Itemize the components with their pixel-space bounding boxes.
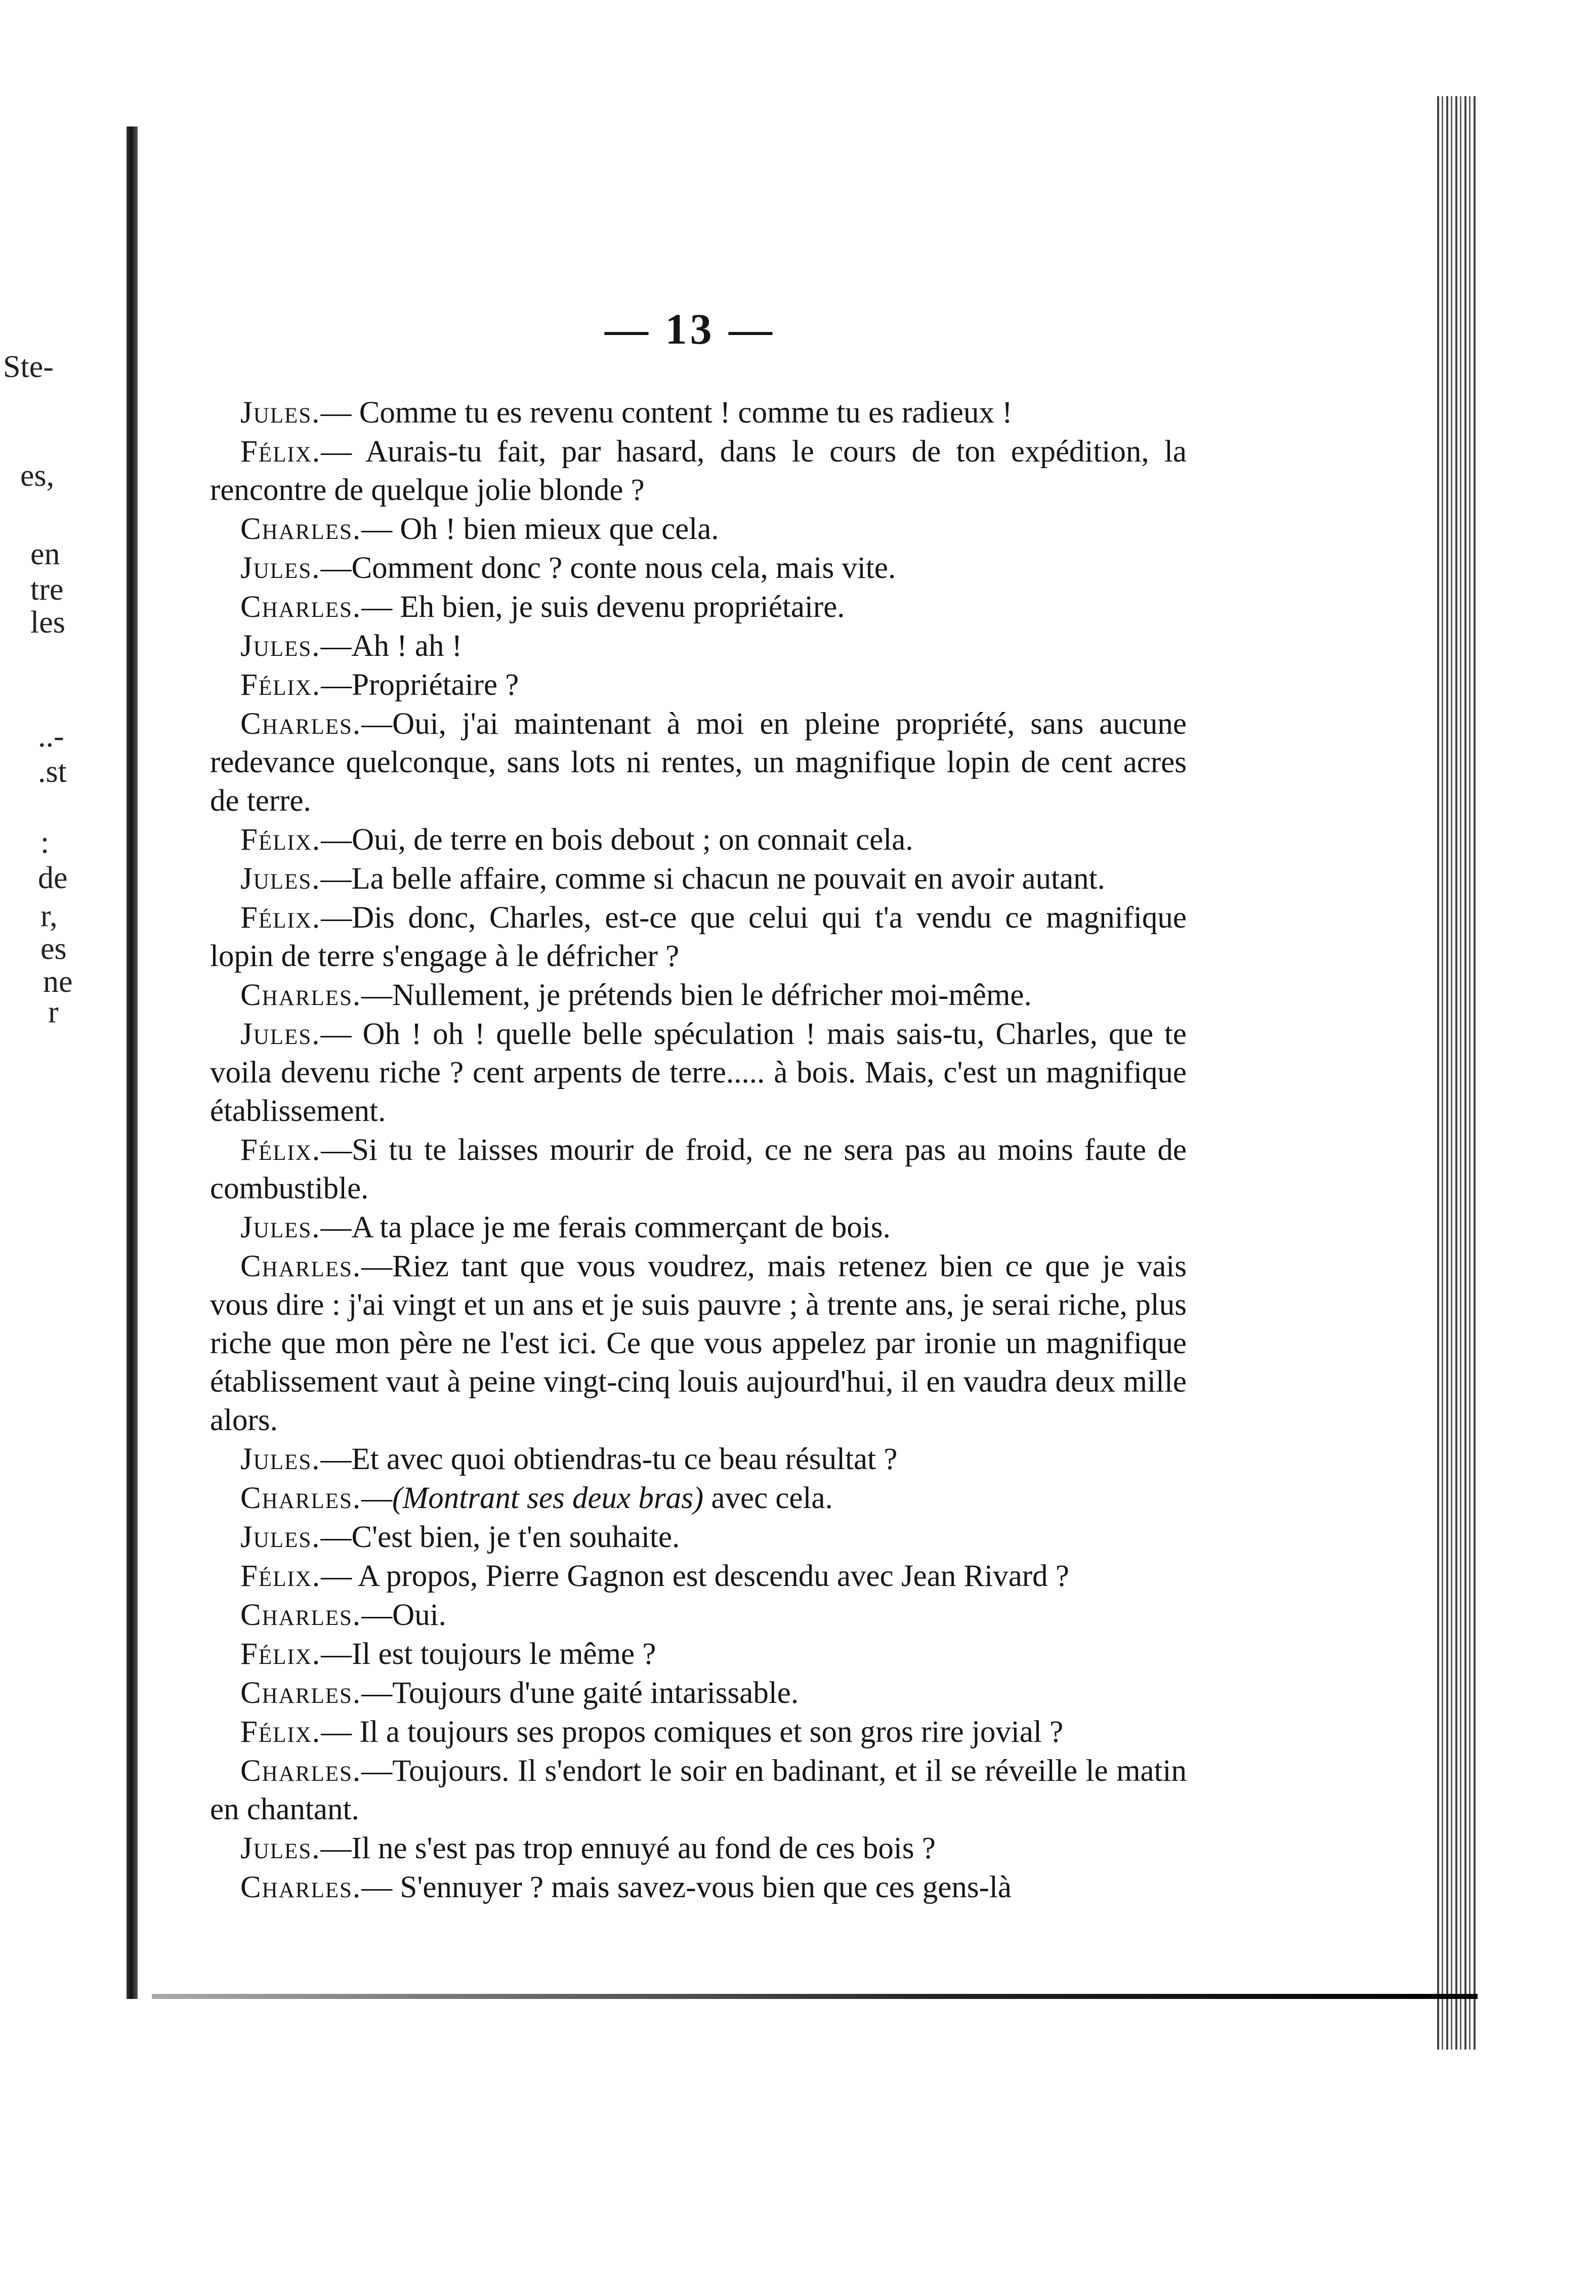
margin-fragment: les [30, 605, 65, 640]
dialogue-line [210, 1713, 1187, 1751]
speech-text: —Ah ! ah ! [320, 629, 463, 663]
speaker-name: Félix. [240, 1133, 321, 1167]
dialogue-line [210, 1440, 1187, 1479]
margin-fragment: es [40, 932, 67, 966]
margin-fragment: : [40, 825, 50, 860]
speech-text: —C'est bien, je t'en souhaite. [320, 1520, 680, 1554]
speaker-name: Jules. [240, 629, 321, 663]
margin-fragment: de [38, 861, 68, 895]
speech-text: —Toujours. Il s'endort le soir en badinant, et il se réveille le matin en chantant. [210, 1754, 1187, 1826]
speech-text: — Oh ! bien mieux que cela. [361, 512, 719, 546]
margin-fragment: .st [38, 755, 67, 789]
dialogue-line [210, 899, 1187, 976]
speech-text: —Oui. [361, 1598, 446, 1632]
margin-fragment: r, [40, 899, 58, 933]
margin-fragment: ..- [38, 719, 64, 754]
speaker-name: Charles. [240, 1249, 362, 1283]
binding-shadow [127, 127, 138, 1999]
speaker-name: Charles. [240, 1754, 362, 1788]
margin-fragment: ne [43, 965, 73, 999]
speech-text: —Toujours d'une gaité intarissable. [361, 1676, 799, 1710]
speech-text-continued: avec cela. [703, 1481, 833, 1515]
dialogue-line [210, 860, 1187, 898]
speaker-name: Jules. [240, 396, 321, 430]
speaker-name: Félix. [240, 1715, 321, 1749]
speech-text: —La belle affaire, comme si chacun ne pouvait en avoir autant. [320, 862, 1105, 896]
stage-direction: (Montrant ses deux bras) [392, 1481, 704, 1515]
dialogue-line [210, 1829, 1187, 1868]
speech-text: —A ta place je me ferais commerçant de bois. [320, 1210, 891, 1244]
margin-fragment: r [48, 995, 59, 1029]
speech-text: —Et avec quoi obtiendras-tu ce beau résultat ? [320, 1442, 898, 1476]
speech-text: —Dis donc, Charles, est-ce que celui qui t'a vendu ce magnifique lopin de terre s'engage à le défricher ? [210, 901, 1187, 973]
speaker-name: Félix. [240, 1637, 321, 1671]
speaker-name: Charles. [240, 1676, 362, 1710]
dialogue-line [210, 1518, 1187, 1557]
speech-text: — A propos, Pierre Gagnon est descendu avec Jean Rivard ? [321, 1559, 1069, 1593]
margin-fragment: es, [20, 458, 55, 493]
speaker-name: Jules. [240, 1442, 321, 1476]
speaker-name: Félix. [240, 823, 321, 857]
speech-text: —Il est toujours le même ? [321, 1637, 656, 1671]
dialogue-line [210, 976, 1187, 1015]
margin-fragment: tre [30, 572, 64, 607]
speech-text: —Riez tant que vous voudrez, mais retenez bien ce que je vais vous dire : j'ai vingt et un ans et je suis pauvre ; à trente ans, je serai riche, plus riche que mon père ne l'est ici. Ce que vous appelez par ironie un magnifique établissement vaut à peine vingt-cinq louis aujourd'hui, il en vaudra deux mille alors. [210, 1249, 1187, 1437]
speech-text: —Nullement, je prétends bien le défricher moi-même. [361, 978, 1032, 1012]
dialogue-line [210, 588, 1187, 627]
dialogue-line [210, 1557, 1187, 1596]
speaker-name: Charles. [240, 707, 362, 741]
speech-text: —Comment donc ? conte nous cela, mais vite. [320, 551, 896, 585]
dialogue-line [210, 705, 1187, 820]
speech-text: — S'ennuyer ? mais savez-vous bien que ces gens-là [361, 1870, 1012, 1904]
dialogue-line [210, 1479, 1187, 1518]
dialogue-line [210, 394, 1187, 432]
speech-text: —Oui, j'ai maintenant à moi en pleine propriété, sans aucune redevance quelconque, sans lots ni rentes, un magnifique lopin de cent acres de terre. [210, 707, 1187, 818]
margin-fragment: en [30, 537, 60, 571]
dialogue-line [210, 1635, 1187, 1674]
dialogue-line [210, 549, 1187, 588]
speaker-name: Jules. [240, 1017, 321, 1051]
dialogue-text [210, 394, 1187, 1907]
page-number: — 13 — [605, 305, 775, 353]
speech-text: — Il a toujours ses propos comiques et son gros rire jovial ? [321, 1715, 1064, 1749]
speaker-name: Félix. [240, 435, 321, 469]
dialogue-line [210, 666, 1187, 704]
speech-text: — Comme tu es revenu content ! comme tu es radieux ! [320, 396, 1013, 430]
speaker-name: Jules. [240, 1831, 321, 1865]
dialogue-line [210, 1868, 1187, 1907]
speech-text: —Si tu te laisses mourir de froid, ce ne sera pas au moins faute de combustible. [210, 1133, 1187, 1205]
margin-fragment: Ste- [3, 350, 54, 384]
page-bottom-edge [152, 1994, 1478, 1999]
speech-text: —Oui, de terre en bois debout ; on connait cela. [321, 823, 913, 857]
dialogue-line [210, 1131, 1187, 1208]
dialogue-line [210, 1674, 1187, 1713]
dialogue-line [210, 510, 1187, 549]
dialogue-line [210, 1752, 1187, 1829]
speech-text: —Propriétaire ? [321, 668, 519, 702]
speaker-name: Félix. [240, 668, 321, 702]
dialogue-line [210, 821, 1187, 859]
speaker-name: Jules. [240, 1520, 321, 1554]
speaker-name: Charles. [240, 978, 362, 1012]
speech-text: — Eh bien, je suis devenu propriétaire. [361, 590, 845, 624]
dialogue-line [210, 1247, 1187, 1440]
speech-text: — Aurais-tu fait, par hasard, dans le cours de ton expédition, la rencontre de quelque jolie blonde ? [210, 435, 1187, 507]
dialogue-line [210, 1208, 1187, 1247]
dialogue-line [210, 1596, 1187, 1635]
speech-text: — Oh ! oh ! quelle belle spéculation ! mais sais-tu, Charles, que te voila devenu riche ? cent arpents de terre..... à bois. Mais, c'est un magnifique établissement. [210, 1017, 1187, 1128]
speaker-name: Félix. [240, 901, 321, 935]
speaker-name: Jules. [240, 551, 321, 585]
dialogue-line [210, 627, 1187, 665]
speaker-name: Charles. [240, 512, 362, 546]
speaker-name: Charles. [240, 590, 362, 624]
speaker-name: Charles. [240, 1481, 362, 1515]
speech-text: — [361, 1481, 393, 1515]
speaker-name: Jules. [240, 862, 321, 896]
dialogue-line [210, 433, 1187, 510]
speaker-name: Jules. [240, 1210, 321, 1244]
speaker-name: Charles. [240, 1870, 362, 1904]
speaker-name: Charles. [240, 1598, 362, 1632]
dialogue-line [210, 1015, 1187, 1131]
page-edge [1437, 96, 1478, 2050]
speech-text: —Il ne s'est pas trop ennuyé au fond de ces bois ? [320, 1831, 936, 1865]
speaker-name: Félix. [240, 1559, 321, 1593]
